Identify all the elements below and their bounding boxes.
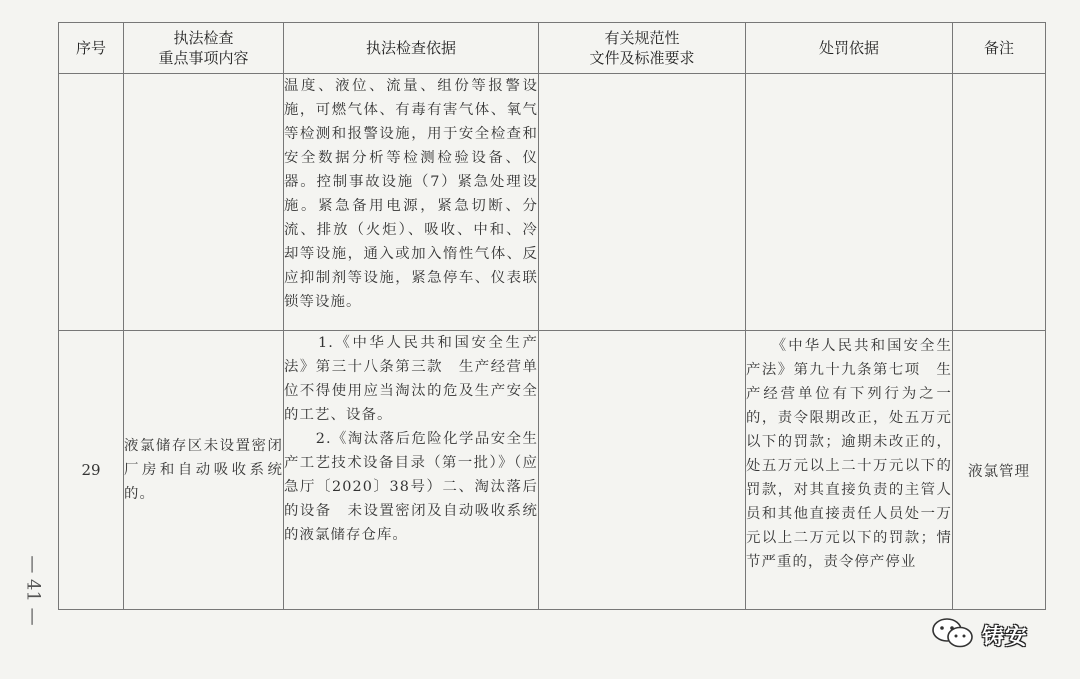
header-seq: 序号 bbox=[59, 23, 124, 74]
cell-penalty bbox=[746, 331, 953, 610]
cell-norms bbox=[539, 331, 746, 610]
cell-remark bbox=[953, 74, 1046, 331]
cell-norms bbox=[539, 74, 746, 331]
basis-text: 温度、液位、流量、组份等报警设施，可燃气体、有毒有害气体、氧气等检测和报警设施，用于安全检查和安全数据分析等检测检验设备、仪器。控制事故设施（7）紧急处理设施。紧急备用电源，紧急切断、分流、排放（火炬）、吸收、中和、冷却等设施，通入或加入惰性气体、反应抑制剂等设施，紧急停车、仪表联锁等设施。 bbox=[284, 78, 538, 310]
header-basis: 执法检查依据 bbox=[284, 23, 539, 74]
table-header-row bbox=[59, 23, 1046, 74]
header-norms: 有关规范性 文件及标准要求 bbox=[539, 23, 746, 74]
cell-content bbox=[124, 331, 284, 610]
cell-basis bbox=[284, 74, 539, 331]
watermark-text: 铸安 bbox=[982, 624, 1029, 650]
cell-basis bbox=[284, 331, 539, 610]
header-penalty: 处罚依据 bbox=[746, 23, 953, 74]
wechat-icon bbox=[930, 616, 976, 654]
table-row bbox=[59, 74, 1046, 331]
cell-remark: 液氯管理 bbox=[953, 331, 1046, 610]
page-number: — 41 — bbox=[22, 554, 44, 626]
content-text: 液氯储存区未设置密闭厂房和自动吸收系统的。 bbox=[124, 438, 283, 502]
cell-penalty bbox=[746, 74, 953, 331]
cell-content bbox=[124, 74, 284, 331]
table-row bbox=[59, 331, 1046, 610]
header-remark: 备注 bbox=[953, 23, 1046, 74]
header-content: 执法检查 重点事项内容 bbox=[124, 23, 284, 74]
watermark bbox=[930, 616, 1028, 654]
penalty-text: 《中华人民共和国安全生产法》第九十九条第七项 生产经营单位有下列行为之一的，责令限期改正，处五万元以下的罚款；逾期未改正的，处五万元以上二十万元以下的罚款，对其直接负责的主管人员和其他直接责任人员处一万元以上二万元以下的罚款；情节严重的，责令停产停业 bbox=[746, 338, 952, 570]
enforcement-table bbox=[58, 22, 1046, 610]
cell-seq: 29 bbox=[59, 331, 124, 610]
basis-text: 1.《中华人民共和国安全生产法》第三十八条第三款 生产经营单位不得使用应当淘汰的危及生产安全的工艺、设备。 2.《淘汰落后危险化学品安全生产工艺技术设备目录（第一批）》（应急厅〔2020〕38号）二、淘汰落后的设备 未设置密闭及自动吸收系统的液氯储存仓库。 bbox=[284, 335, 538, 543]
cell-seq bbox=[59, 74, 124, 331]
